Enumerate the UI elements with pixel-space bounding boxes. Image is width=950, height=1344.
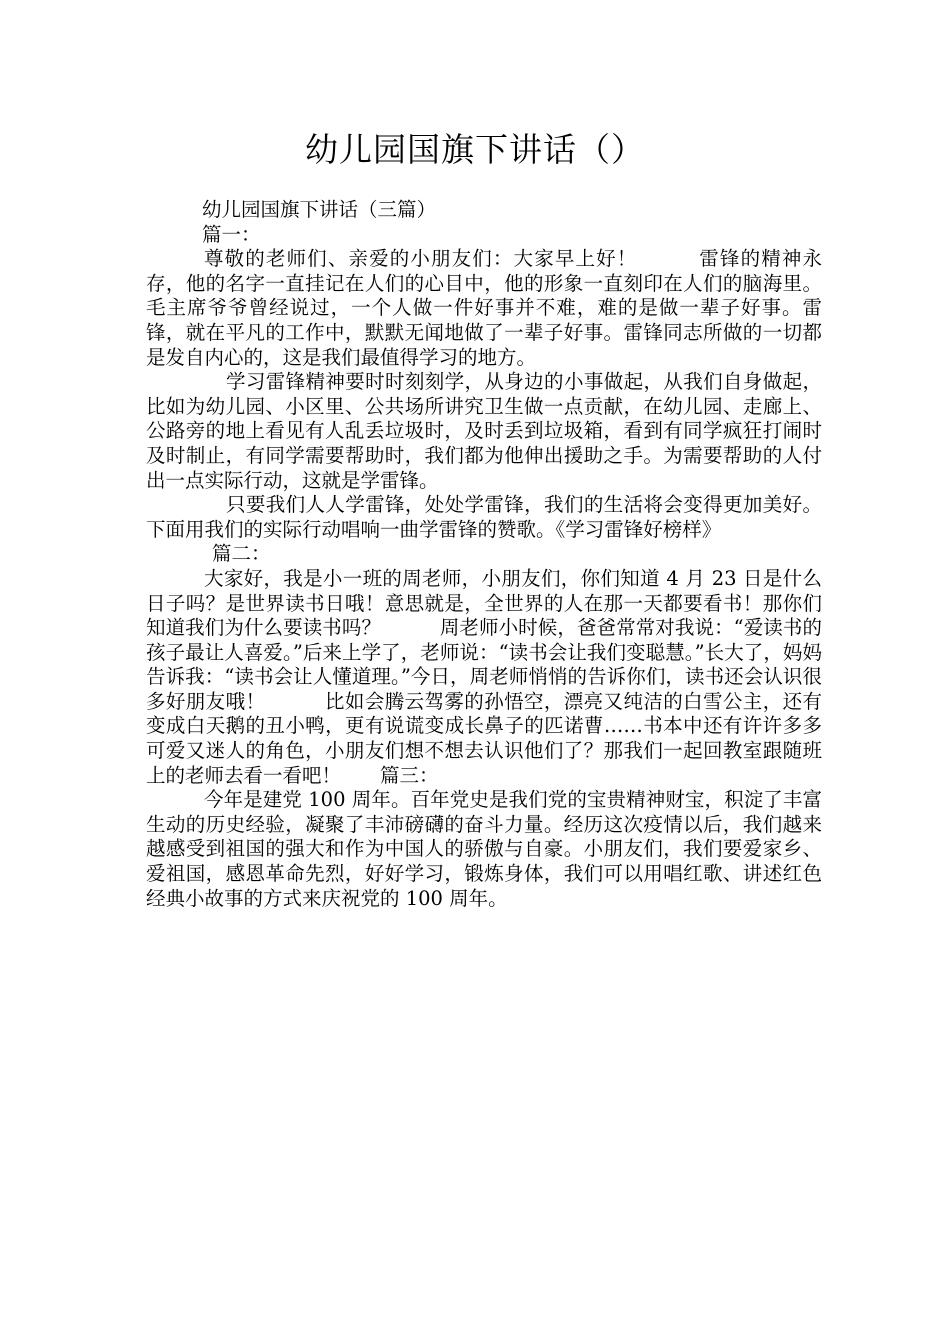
document-title: 幼儿园国旗下讲话（） <box>305 130 645 169</box>
section-one-paragraph-3: 只要我们人人学雷锋，处处学雷锋，我们的生活将会变得更加美好。下面用我们的实际行动唱响一曲学雷锋的赞歌。《学习雷锋好榜样》 <box>146 493 822 541</box>
document-body <box>146 198 822 911</box>
section-two-heading: 篇二： <box>212 542 271 566</box>
section-two-paragraph: 大家好，我是小一班的周老师，小朋友们，你们知道 4 月 23 日是什么日子吗？是世界读书日哦！意思就是，全世界的人在那一天都要看书！那你们知道我们为什么要读书吗？ 周老师小时候，爸爸常常对我说：“爱读书的孩子最让人喜爱。”后来上学了，老师说：“读书会让我们变聪慧。”长大了，妈妈告诉我：“读书会让人懂道理。”今日，周老师悄悄的告诉你们，读书还会认识很多好朋友哦！ 比如会腾云驾雾的孙悟空，漂亮又纯洁的白雪公主，还有变成白天鹅的丑小鸭，更有说谎变成长鼻子的匹诺曹……书本中还有许许多多可爱又迷人的角色，小朋友们想不想去认识他们了？那我们一起回教室跟随班上的老师去看一看吧！ 篇三： <box>146 566 822 787</box>
section-one-heading: 篇一： <box>202 222 261 246</box>
document-subtitle: 幼儿园国旗下讲话（三篇） <box>202 198 437 221</box>
section-one-paragraph-2: 学习雷锋精神要时时刻刻学，从身边的小事做起，从我们自身做起，比如为幼儿园、小区里、公共场所讲究卫生做一点贡献，在幼儿园、走廊上、公路旁的地上看见有人乱丢垃圾时，及时丢到垃圾箱，看到有同学疯狂打闹时及时制止，有同学需要帮助时，我们都为他伸出援助之手。为需要帮助的人付出一点实际行动，这就是学雷锋。 <box>146 370 822 492</box>
section-one-paragraph-1: 尊敬的老师们、亲爱的小朋友们：大家早上好！ 雷锋的精神永存，他的名字一直挂记在人们的心目中，他的形象一直刻印在人们的脑海里。毛主席爷爷曾经说过，一个人做一件好事并不难，难的是做一辈子好事。雷锋，就在平凡的工作中，默默无闻地做了一辈子好事。雷锋同志所做的一切都是发自内心的，这是我们最值得学习的地方。 <box>146 247 822 369</box>
section-three-paragraph: 今年是建党 100 周年。百年党史是我们党的宝贵精神财宝，积淀了丰富生动的历史经验，凝聚了丰沛磅礴的奋斗力量。经历这次疫情以后，我们越来越感受到祖国的强大和作为中国人的骄傲与自豪。小朋友们，我们要爱家乡、爱祖国，感恩革命先烈，好好学习，锻炼身体，我们可以用唱红歌、讲述红色经典小故事的方式来庆祝党的 100 周年。 <box>146 788 822 910</box>
